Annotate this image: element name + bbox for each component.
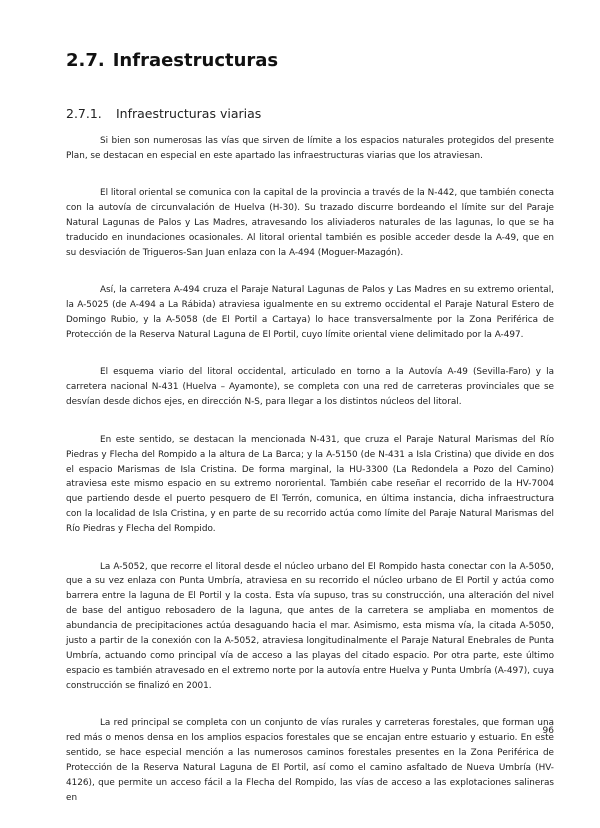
section-number: 2.7. bbox=[66, 50, 105, 71]
subsection-number: 2.7.1. bbox=[66, 106, 102, 121]
subsection-heading bbox=[66, 106, 261, 121]
subsection-title: Infraestructuras viarias bbox=[116, 106, 262, 121]
paragraph: En este sentido, se destacan la mencionada N-431, que cruza el Paraje Natural Marismas del Río Piedras y Flecha del Rompido a la altura de La Barca; y la A-5150 (de N-431 a Isla Cristina) que divide en dos el espacio Marismas de Isla Cristina. De forma marginal, la HU-3300 (La Redondela a Pozo del Camino) atraviesa este mismo espacio en su extremo nororiental. También cabe reseñar el recorrido de la HV-7004 que partiendo desde el puerto pesquero de El Terrón, comunica, en última instancia, dicha infraestructura con la localidad de Isla Cristina, y en parte de su recorrido actúa como límite del Paraje Natural Marismas del Río Piedras y Flecha del Rompido. bbox=[66, 434, 554, 535]
paragraph: El litoral oriental se comunica con la capital de la provincia a través de la N-442, que también conecta con la autovía de circunvalación de Huelva (H-30). Su trazado discurre bordeando el límite sur del Paraje Natural Lagunas de Palos y Las Madres, atravesando los aliviaderos naturales de las lagunas, lo que se ha traducido en inundaciones ocasionales. Al litoral oriental también es posible acceder desde la A-49, que en su desviación de Trigueros-San Juan enlaza con la A-494 (Moguer-Mazagón). bbox=[66, 188, 554, 258]
page-number: 96 bbox=[542, 726, 554, 736]
paragraph: Si bien son numerosas las vías que sirven de límite a los espacios naturales protegidos del presente Plan, se destacan en especial en este apartado las infraestructuras viarias que los atraviesan. bbox=[66, 136, 554, 161]
section-title: Infraestructuras bbox=[112, 50, 279, 71]
paragraph: Así, la carretera A-494 cruza el Paraje Natural Lagunas de Palos y Las Madres en su extremo oriental, la A-5025 (de A-494 a La Rábida) atraviesa igualmente en su extremo occidental el Paraje Natural Estero de Domingo Rubio, y la A-5058 (de El Portil a Cartaya) lo hace transversalmente por la Zona Periférica de Protección de la Reserva Natural Laguna de El Portil, cuyo límite oriental viene delimitado por la A-497. bbox=[66, 285, 554, 341]
paragraph: El esquema viario del litoral occidental, articulado en torno a la Autovía A-49 (Sevilla-Faro) y la carretera nacional N-431 (Huelva – Ayamonte), se completa con una red de carreteras provinciales que se desvían desde dichos ejes, en dirección N-S, para llegar a los distintos núcleos del litoral. bbox=[66, 367, 554, 408]
body-text bbox=[66, 134, 554, 828]
paragraph: La A-5052, que recorre el litoral desde el núcleo urbano del El Rompido hasta conectar con la A-5050, que a su vez enlaza con Punta Umbría, atraviesa en su recorrido el núcleo urbano de El Portil y actúa como barrera entre la laguna de El Portil y la costa. Esta vía supuso, tras su construcción, una alteración del nivel de base del antiguo rebosadero de la laguna, que antes de la carretera se ampliaba en momentos de abundancia de precipitaciones actúa desaguando hacia el mar. Asimismo, esta misma vía, la citada A-5050, justo a partir de la conexión con la A-5052, atraviesa longitudinalmente el Paraje Natural Enebrales de Punta Umbría, actuando como principal vía de acceso a las playas del citado espacio. Por otra parte, este último espacio es también atravesado en el extremo norte por la autovía entre Huelva y Punta Umbría (A-497), cuya construcción se finalizó en 2001. bbox=[66, 561, 554, 691]
paragraph: La red principal se completa con un conjunto de vías rurales y carreteras forestales, que forman una red más o menos densa en los amplios espacios forestales que se encajan entre estuario y estuario. En este sentido, se hace especial mención a las numerosos caminos forestales presentes en la Zona Periférica de Protección de la Reserva Natural Laguna de El Portil, así como el camino asfaltado de Nueva Umbría (HV-4126), que permite un acceso fácil a la Flecha del Rompido, las vías de acceso a las explotaciones salineras en bbox=[66, 718, 554, 803]
section-heading bbox=[66, 50, 278, 71]
